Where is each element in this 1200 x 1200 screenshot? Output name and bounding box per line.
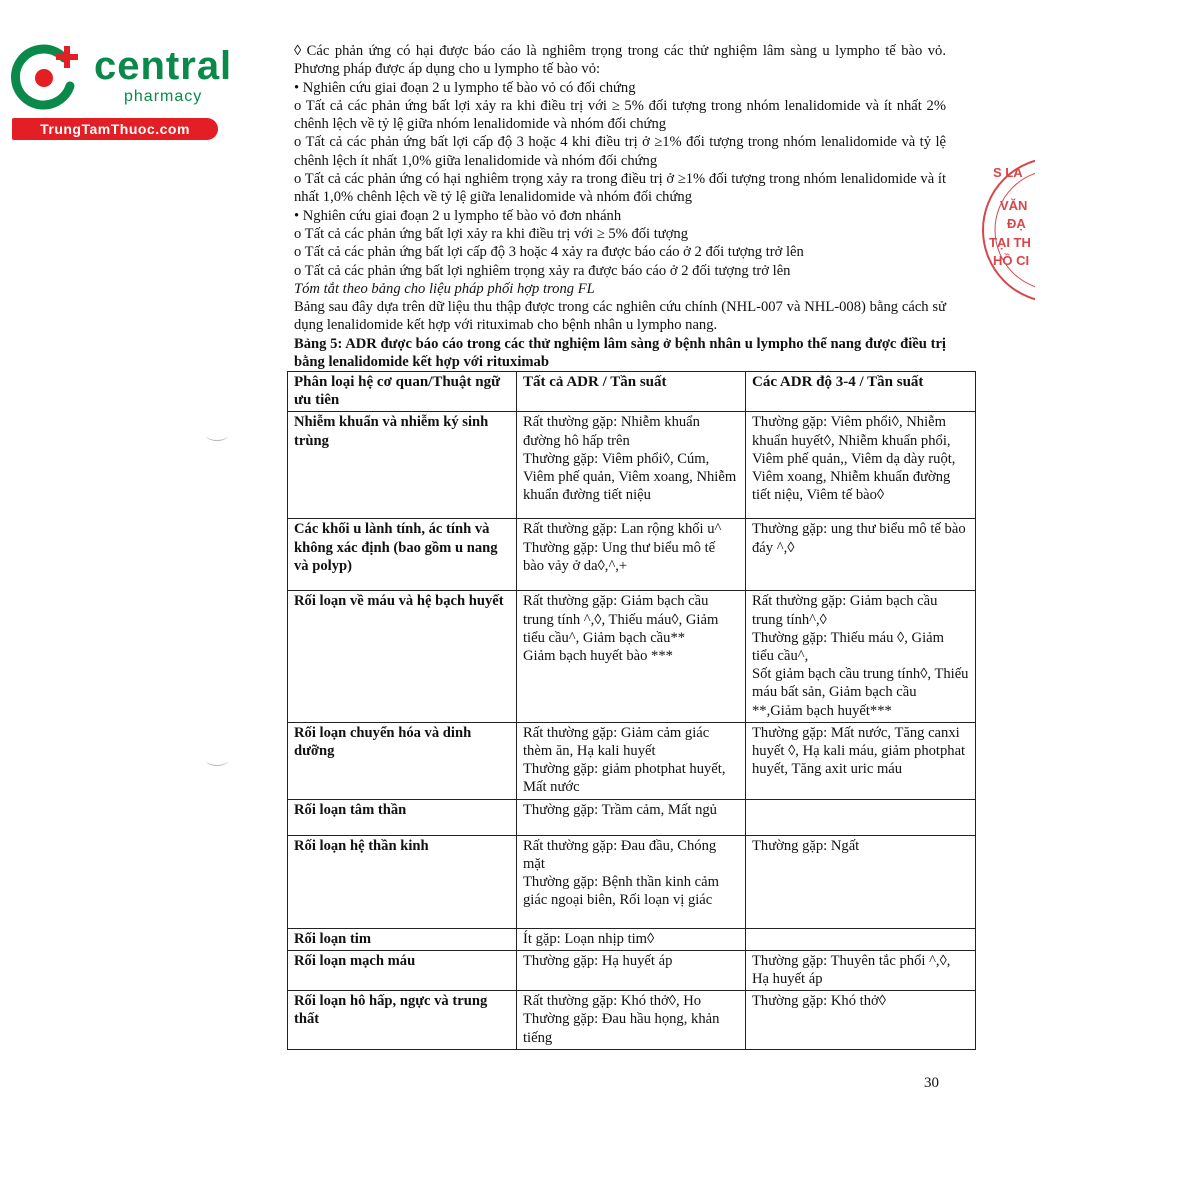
cell-line: Thường gặp: Trầm cảm, Mất ngủ bbox=[523, 801, 717, 818]
cell-line: Thường gặp: Ung thư biểu mô tế bào vảy ở da◊,^,+ bbox=[523, 539, 716, 574]
paragraph: • Nghiên cứu giai đoạn 2 u lympho tế bào vỏ có đối chứng bbox=[294, 79, 636, 96]
all-adr-cell bbox=[517, 519, 746, 591]
paragraph: o Tất cả các phản ứng bất lợi nghiêm trọng xảy ra được báo cáo ở 2 đối tượng trở lên bbox=[294, 262, 791, 279]
section-heading: Tóm tắt theo bảng cho liệu pháp phối hợp trong FL bbox=[294, 280, 595, 297]
all-adr-cell bbox=[517, 928, 746, 950]
cell-line: Rất thường gặp: Đau đầu, Chóng mặt bbox=[523, 837, 717, 872]
organ-class-cell: Các khối u lành tính, ác tính và không xác định (bao gồm u nang và polyp) bbox=[288, 519, 517, 591]
logo-name: central bbox=[94, 44, 233, 88]
central-pharmacy-logo-icon bbox=[10, 40, 82, 112]
all-adr-cell bbox=[517, 835, 746, 928]
table-header-row bbox=[288, 372, 976, 412]
adr-table bbox=[287, 371, 976, 1050]
table-row bbox=[288, 519, 976, 591]
all-adr-cell bbox=[517, 591, 746, 722]
grade-3-4-cell bbox=[746, 950, 976, 990]
table-row bbox=[288, 722, 976, 799]
cell-line: Thường gặp: Đau hầu họng, khản tiếng bbox=[523, 1011, 720, 1046]
paragraph: o Tất cả các phản ứng bất lợi cấp độ 3 hoặc 4 xảy ra được báo cáo ở 2 đối tượng trở lên bbox=[294, 244, 804, 261]
all-adr-cell bbox=[517, 412, 746, 519]
paragraph: o Tất cả các phản ứng bất lợi xảy ra khi điều trị với ≥ 5% đối tượng bbox=[294, 225, 689, 242]
cell-line: Ít gặp: Loạn nhịp tim◊ bbox=[523, 930, 655, 947]
table-row bbox=[288, 835, 976, 928]
grade-3-4-cell bbox=[746, 799, 976, 835]
cell-line: Rất thường gặp: Giảm bạch cầu trung tính ^,◊, Thiếu máu◊, Giảm tiểu cầu^, Giảm bạch cầu** bbox=[523, 593, 719, 646]
binder-mark bbox=[206, 430, 228, 441]
cell-line: Thường gặp: Viêm phổi◊, Nhiễm khuẩn huyết◊, Nhiễm khuẩn phổi, Viêm phế quản,, Viêm dạ dày ruột, Viêm xoang, Nhiễm khuẩn đường tiết niệu, Viêm tế bào◊ bbox=[752, 414, 956, 504]
organ-class-cell: Rối loạn về máu và hệ bạch huyết bbox=[288, 591, 517, 722]
table-row bbox=[288, 928, 976, 950]
svg-text:HỒ CI: HỒ CI bbox=[993, 253, 1030, 268]
grade-3-4-cell bbox=[746, 519, 976, 591]
all-adr-cell bbox=[517, 799, 746, 835]
binder-mark bbox=[206, 755, 228, 766]
header-organ-class: Phân loại hệ cơ quan/Thuật ngữ ưu tiên bbox=[288, 372, 517, 412]
table-row bbox=[288, 799, 976, 835]
grade-3-4-cell bbox=[746, 835, 976, 928]
logo-site-bar: TrungTamThuoc.com bbox=[12, 118, 218, 140]
organ-class-cell: Rối loạn hệ thần kinh bbox=[288, 835, 517, 928]
organ-class-cell: Nhiễm khuẩn và nhiễm ký sinh trùng bbox=[288, 412, 517, 519]
table-row bbox=[288, 991, 976, 1050]
grade-3-4-cell bbox=[746, 591, 976, 722]
organ-class-cell: Rối loạn hô hấp, ngực và trung thất bbox=[288, 991, 517, 1050]
all-adr-cell bbox=[517, 991, 746, 1050]
all-adr-cell bbox=[517, 950, 746, 990]
all-adr-cell bbox=[517, 722, 746, 799]
brand-logo bbox=[10, 38, 233, 138]
cell-line: Thường gặp: Thiếu máu ◊, Giảm tiểu cầu^, bbox=[752, 629, 944, 665]
cell-line: Thường gặp: Thuyên tắc phổi ^,◊, Hạ huyết áp bbox=[752, 952, 951, 988]
organ-class-cell: Rối loạn mạch máu bbox=[288, 950, 517, 990]
cell-line: Giảm bạch huyết bào *** bbox=[523, 648, 673, 665]
svg-text:VĂN: VĂN bbox=[1000, 198, 1028, 213]
official-stamp bbox=[975, 155, 1035, 305]
page-number: 30 bbox=[924, 1075, 939, 1091]
cell-line: Rất thường gặp: Giảm bạch cầu trung tính^,◊ bbox=[752, 593, 938, 628]
logo-subtitle: pharmacy bbox=[124, 88, 203, 105]
organ-class-cell: Rối loạn tâm thần bbox=[288, 799, 517, 835]
cell-line: Rất thường gặp: Nhiễm khuẩn đường hô hấp trên bbox=[523, 414, 700, 449]
cell-line: Thường gặp: giảm photphat huyết, Mất nước bbox=[523, 761, 726, 796]
header-grade-3-4: Các ADR độ 3-4 / Tần suất bbox=[746, 372, 976, 412]
cell-line: Thường gặp: Bệnh thần kinh cảm giác ngoại biên, Rối loạn vị giác bbox=[523, 874, 719, 909]
paragraph: o Tất cả các phản ứng có hại nghiêm trọng xảy ra trong điều trị ở ≥1% đối tượng trong nhóm lenalidomide và ít nhất 1,0% chênh lệch về tỷ lệ giữa lenalidomide và nhóm đối chứng bbox=[294, 171, 946, 206]
table-row bbox=[288, 591, 976, 722]
svg-text:ĐẠ: ĐẠ bbox=[1007, 216, 1026, 231]
grade-3-4-cell bbox=[746, 412, 976, 519]
table-row bbox=[288, 950, 976, 990]
cell-line: Rất thường gặp: Lan rộng khối u^ bbox=[523, 521, 722, 538]
cell-line: Thường gặp: Ngất bbox=[752, 837, 860, 854]
cell-line: Thường gặp: ung thư biểu mô tế bào đáy ^,◊ bbox=[752, 521, 966, 556]
header-all-adr: Tất cả ADR / Tần suất bbox=[517, 372, 746, 412]
cell-line: Thường gặp: Hạ huyết áp bbox=[523, 952, 673, 969]
svg-text:TẠI TH: TẠI TH bbox=[989, 235, 1031, 250]
cell-line: Thường gặp: Viêm phổi◊, Cúm, Viêm phế quản, Viêm xoang, Nhiễm khuẩn đường tiết niệu bbox=[523, 450, 737, 504]
paragraph: • Nghiên cứu giai đoạn 2 u lympho tế bào vỏ đơn nhánh bbox=[294, 207, 622, 224]
summary-text: Bảng sau đây dựa trên dữ liệu thu thập được trong các nghiên cứu chính (NHL-007 và NHL-008) bằng cách sử dụng lenalidomide kết hợp với rituximab cho bệnh nhân u lympho nang. bbox=[294, 299, 946, 334]
table-title: Bảng 5: ADR được báo cáo trong các thử nghiệm lâm sàng ở bệnh nhân u lympho thể nang được điều trị bằng lenalidomide kết hợp với rituximab bbox=[294, 335, 946, 371]
cell-line: Thường gặp: Khó thở◊ bbox=[752, 993, 886, 1010]
grade-3-4-cell bbox=[746, 928, 976, 950]
table-row bbox=[288, 412, 976, 519]
svg-text:S LA: S LA bbox=[993, 165, 1023, 180]
cell-line: Sốt giảm bạch cầu trung tính◊, Thiếu máu bất sản, Giảm bạch cầu **,Giảm bạch huyết*** bbox=[752, 666, 969, 719]
document-body bbox=[294, 42, 946, 371]
grade-3-4-cell bbox=[746, 991, 976, 1050]
cell-line: Thường gặp: Mất nước, Tăng canxi huyết ◊, Hạ kali máu, giảm photphat huyết, Tăng axit uric máu bbox=[752, 724, 966, 778]
cell-line: Rất thường gặp: Khó thở◊, Ho bbox=[523, 993, 702, 1010]
cell-line: Rất thường gặp: Giảm cảm giác thèm ăn, Hạ kali huyết bbox=[523, 724, 710, 760]
paragraph: o Tất cả các phản ứng bất lợi cấp độ 3 hoặc 4 khi điều trị ở ≥1% đối tượng trong nhóm lenalidomide và tỷ lệ chênh lệch ít nhất 1,0% giữa lenalidomide và nhóm đối chứng bbox=[294, 134, 946, 169]
paragraph: ◊ Các phản ứng có hại được báo cáo là nghiêm trọng trong các thử nghiệm lâm sàng u lympho tế bào vỏ. Phương pháp được áp dụng cho u lympho tế bào vỏ: bbox=[294, 43, 946, 78]
organ-class-cell: Rối loạn tim bbox=[288, 928, 517, 950]
paragraph: o Tất cả các phản ứng bất lợi xảy ra khi điều trị với ≥ 5% đối tượng trong nhóm lenalidomide và ít nhất 2% chênh lệch về tỷ lệ giữa nhóm lenalidomide và nhóm đối chứng bbox=[294, 97, 946, 133]
organ-class-cell: Rối loạn chuyển hóa và dinh dưỡng bbox=[288, 722, 517, 799]
grade-3-4-cell bbox=[746, 722, 976, 799]
